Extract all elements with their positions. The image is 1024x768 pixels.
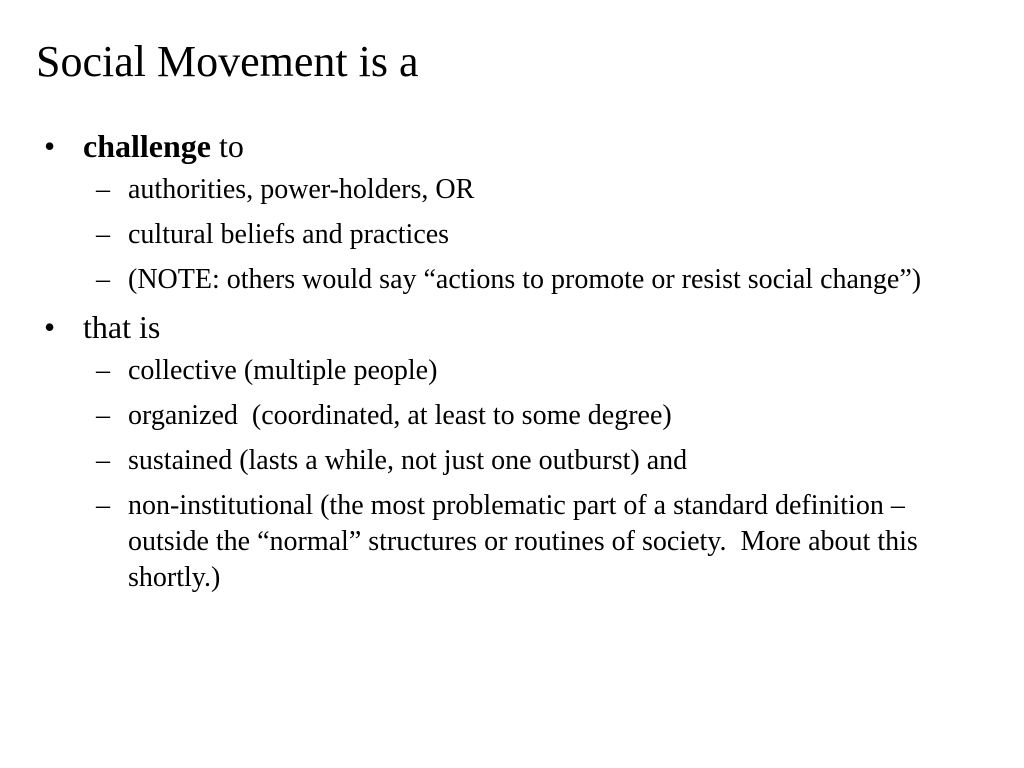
dash-marker: – <box>96 355 110 386</box>
dash-marker: – <box>96 219 110 250</box>
bullet-item-challenge <box>0 126 1024 166</box>
bullet-keyword: challenge <box>83 128 211 164</box>
dash-marker: – <box>96 445 110 476</box>
bullet-item-that-is <box>0 307 1024 347</box>
slide-body <box>0 126 1024 605</box>
sub-item-text: non-institutional (the most problematic part of a standard definition – outside the “normal” structures or routines of society. More about this shortly.) <box>128 490 925 593</box>
dash-marker: – <box>96 174 110 205</box>
bullet-text: to <box>210 128 244 164</box>
sub-item-text: cultural beliefs and practices <box>128 219 450 250</box>
sub-item <box>0 217 1024 253</box>
sub-item <box>0 353 1024 389</box>
slide-title: Social Movement is a <box>36 37 419 86</box>
dash-marker: – <box>96 264 110 295</box>
sub-item <box>0 172 1024 208</box>
sub-item-text: organized (coordinated, at least to some degree) <box>128 400 672 431</box>
sub-item <box>0 398 1024 434</box>
sublist-that-is <box>0 353 1024 596</box>
sub-item-text: sustained (lasts a while, not just one outburst) and <box>128 445 688 476</box>
sub-item <box>0 488 1024 596</box>
sub-item-text: authorities, power-holders, OR <box>128 174 475 205</box>
bullet-marker: • <box>44 128 56 164</box>
dash-marker: – <box>96 490 110 521</box>
sub-item <box>0 262 1024 298</box>
bullet-text: that is <box>83 309 161 345</box>
dash-marker: – <box>96 400 110 431</box>
sub-item <box>0 443 1024 479</box>
sub-item-text: collective (multiple people) <box>128 355 438 386</box>
bullet-marker: • <box>44 309 56 345</box>
sub-item-text: (NOTE: others would say “actions to promote or resist social change”) <box>128 264 922 295</box>
sublist-challenge <box>0 172 1024 298</box>
